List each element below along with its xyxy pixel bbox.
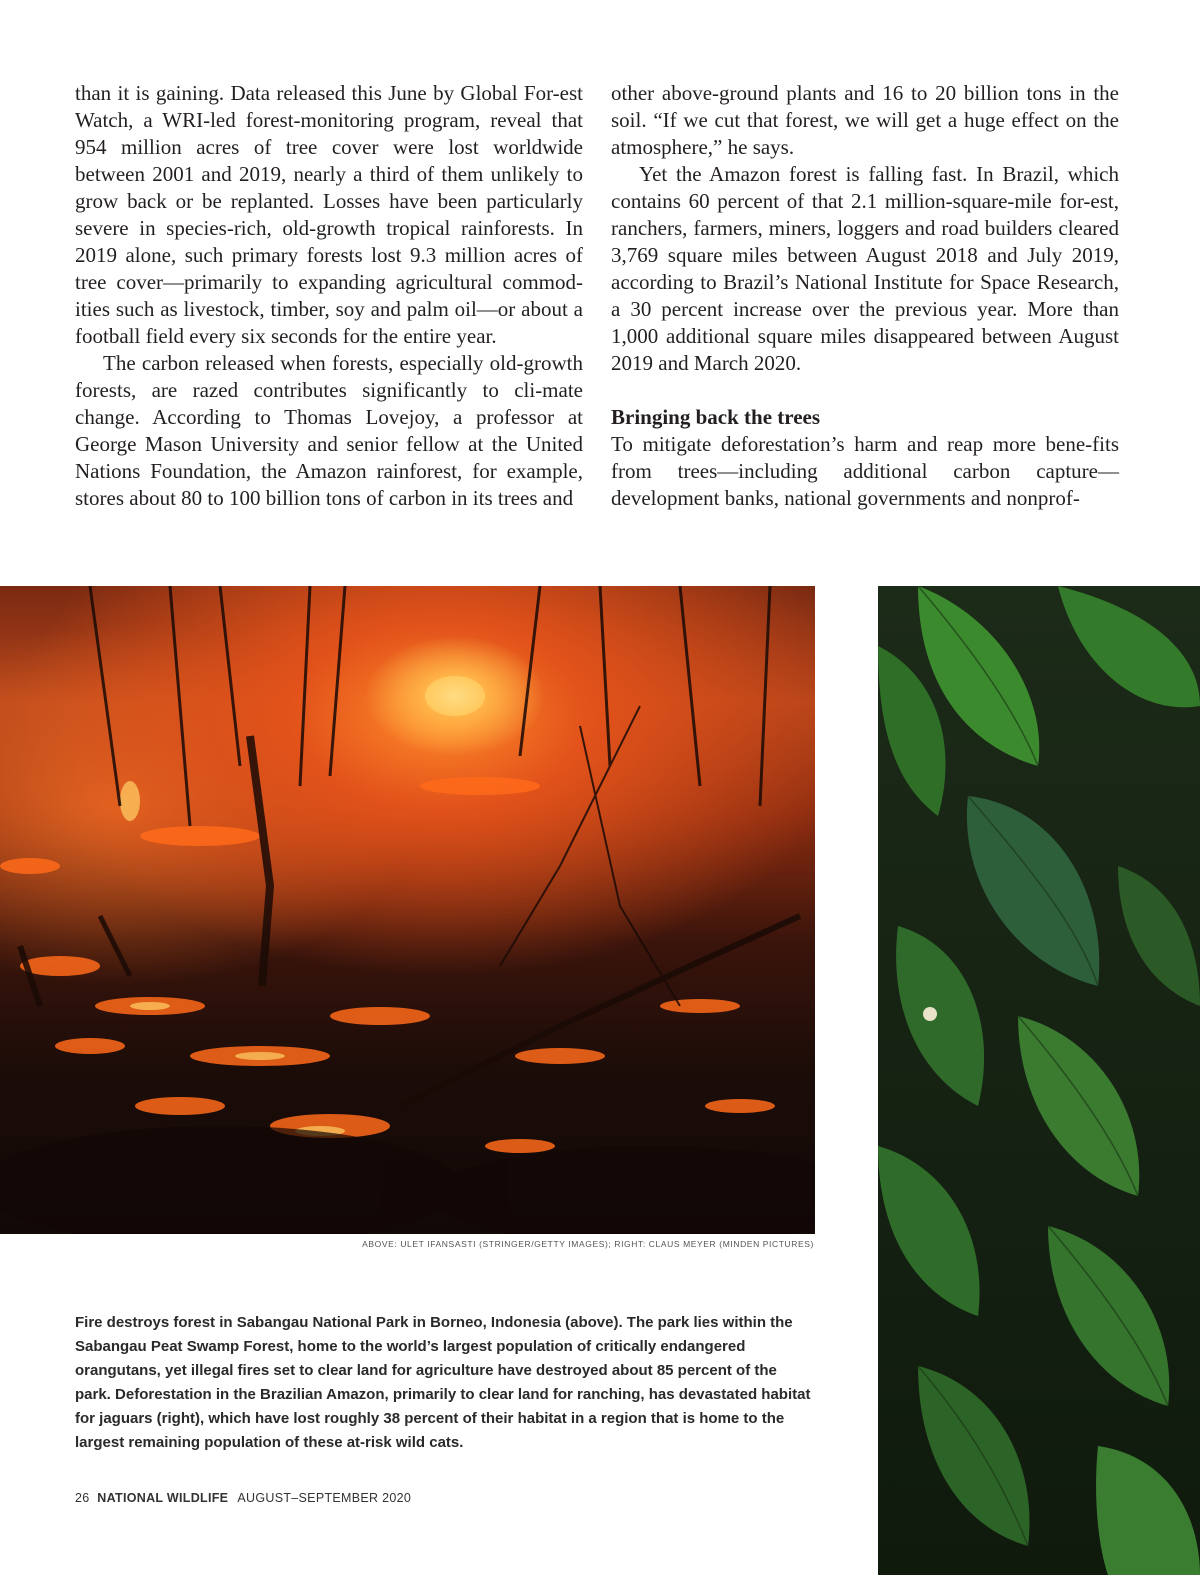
page-footer <box>75 1491 411 1505</box>
page-number: 26 <box>75 1491 90 1505</box>
jungle-leaves-photo <box>878 586 1200 1575</box>
issue-date: AUGUST–SEPTEMBER 2020 <box>237 1491 412 1505</box>
paragraph: Yet the Amazon forest is falling fast. In Brazil, which contains 60 percent of that 2.1 million-square-mile for-est, ranchers, farmers, miners, loggers and road builders cleared 3,769 square miles between August 2018 and July 2019, according to Brazil’s National Institute for Space Research, a 30 percent increase over the previous year. More than 1,000 additional square miles disappeared between August 2019 and March 2020. <box>611 162 1119 375</box>
paragraph: To mitigate deforestation’s harm and reap more bene-fits from trees—including additional carbon capture—development banks, national governments and nonprof- <box>611 432 1119 510</box>
magazine-name: NATIONAL WILDLIFE <box>97 1491 229 1505</box>
forest-fire-photo <box>0 586 815 1234</box>
photo-credit: ABOVE: ULET IFANSASTI (STRINGER/GETTY IMAGES); RIGHT: CLAUS MEYER (MINDEN PICTURES) <box>362 1239 814 1249</box>
article-column-left <box>75 80 583 512</box>
article-column-right <box>611 80 1119 512</box>
paragraph: The carbon released when forests, especially old-growth forests, are razed contributes significantly to cli-mate change. According to Thomas Lovejoy, a professor at George Mason University and senior fellow at the United Nations Foundation, the Amazon rainforest, for example, stores about 80 to 100 billion tons of carbon in its trees and <box>75 351 583 510</box>
forest-fire-illustration <box>0 586 815 1234</box>
leaves-illustration <box>878 586 1200 1575</box>
section-subhead: Bringing back the trees <box>611 405 821 429</box>
paragraph: than it is gaining. Data released this June by Global For-est Watch, a WRI-led forest-monitoring program, reveal that 954 million acres of tree cover were lost worldwide between 2001 and 2019, nearly a third of them unlikely to grow back or be replanted. Losses have been particularly severe in species-rich, old-growth tropical rainforests. In 2019 alone, such primary forests lost 9.3 million acres of tree cover—primarily to expanding agricultural commod-ities such as livestock, timber, soy and palm oil—or about a football field every six seconds for the entire year. <box>75 81 583 348</box>
paragraph: other above-ground plants and 16 to 20 billion tons in the soil. “If we cut that forest, we will get a huge effect on the atmosphere,” he says. <box>611 81 1119 159</box>
photo-caption: Fire destroys forest in Sabangau National Park in Borneo, Indonesia (above). The park lies within the Sabangau Peat Swamp Forest, home to the world’s largest population of critically endangered orangutans, yet illegal fires set to clear land for agriculture have destroyed about 85 percent of the park. Deforestation in the Brazilian Amazon, primarily to clear land for ranching, has devastated habitat for jaguars (right), which have lost roughly 38 percent of their habitat in a region that is home to the largest remaining population of these at-risk wild cats. <box>75 1314 811 1451</box>
